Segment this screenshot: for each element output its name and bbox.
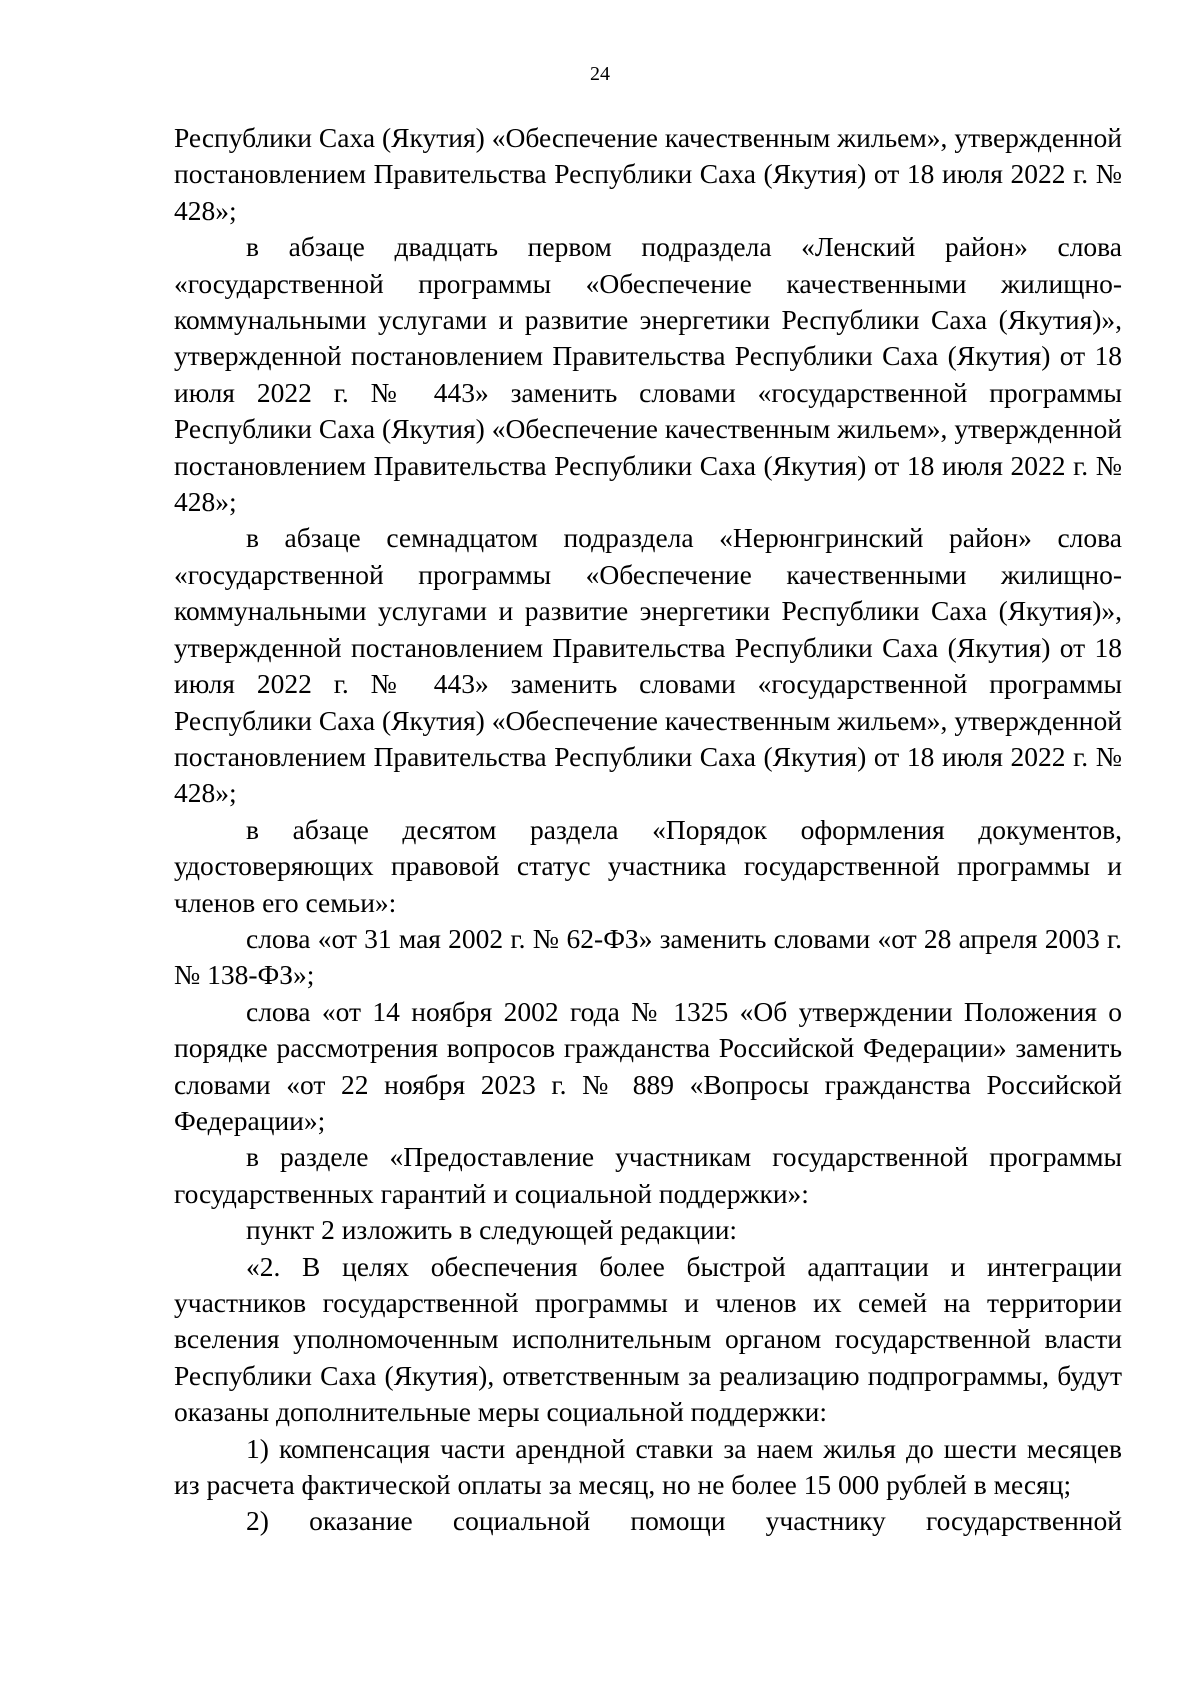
paragraph: в абзаце двадцать первом подраздела «Ленский район» слова «государственной программы «Обеспечение качественными жилищно-коммунальными услугами и развитие энергетики Республики Саха (Якутия)», утвержденной постановлением Правительства Республики Саха (Якутия) от 18 июля 2022 г. № 443» заменить словами «государственной программы Республики Саха (Якутия) «Обеспечение качественным жильем», утвержденной постановлением Правительства Республики Саха (Якутия) от 18 июля 2022 г. № 428»; (174, 231, 1122, 518)
page-number: 24 (590, 63, 610, 85)
paragraph: в абзаце десятом раздела «Порядок оформления документов, удостоверяющих правовой статус участника государственной программы и членов его семьи»: (174, 813, 1122, 918)
paragraph: слова «от 31 мая 2002 г. № 62-ФЗ» заменить словами «от 28 апреля 2003 г. № 138-ФЗ»; (174, 922, 1122, 991)
paragraph: в разделе «Предоставление участникам государственной программы государственных гарантий и социальной поддержки»: (174, 1141, 1122, 1209)
paragraph: Республики Саха (Якутия) «Обеспечение качественным жильем», утвержденной постановлением Правительства Республики Саха (Якутия) от 18 июля 2022 г. № 428»; (174, 122, 1122, 226)
paragraph: 2) оказание социальной помощи участнику государственной (246, 1505, 1122, 1537)
paragraph: слова «от 14 ноября 2002 года № 1325 «Об утверждении Положения о порядке рассмотрения вопросов гражданства Российской Федерации» заменить словами «от 22 ноября 2023 г. № 889 «Вопросы гражданства Российской Федерации»; (174, 995, 1122, 1136)
paragraph: пункт 2 изложить в следующей редакции: (246, 1214, 738, 1246)
document-body (174, 120, 1122, 1540)
paragraph: 1) компенсация части арендной ставки за наем жилья до шести месяцев из расчета фактической оплаты за месяц, но не более 15 000 рублей в месяц; (174, 1432, 1122, 1501)
paragraph: в абзаце семнадцатом подраздела «Нерюнгринский район» слова «государственной программы «Обеспечение качественными жилищно-коммунальными услугами и развитие энергетики Республики Саха (Якутия)», утвержденной постановлением Правительства Республики Саха (Якутия) от 18 июля 2022 г. № 443» заменить словами «государственной программы Республики Саха (Якутия) «Обеспечение качественным жильем», утвержденной постановлением Правительства Республики Саха (Якутия) от 18 июля 2022 г. № 428»; (174, 522, 1122, 809)
paragraph: «2. В целях обеспечения более быстрой адаптации и интеграции участников государственной программы и членов их семей на территории вселения уполномоченным исполнительным органом государственной власти Республики Саха (Якутия), ответственным за реализацию подпрограммы, будут оказаны дополнительные меры социальной поддержки: (174, 1250, 1122, 1428)
